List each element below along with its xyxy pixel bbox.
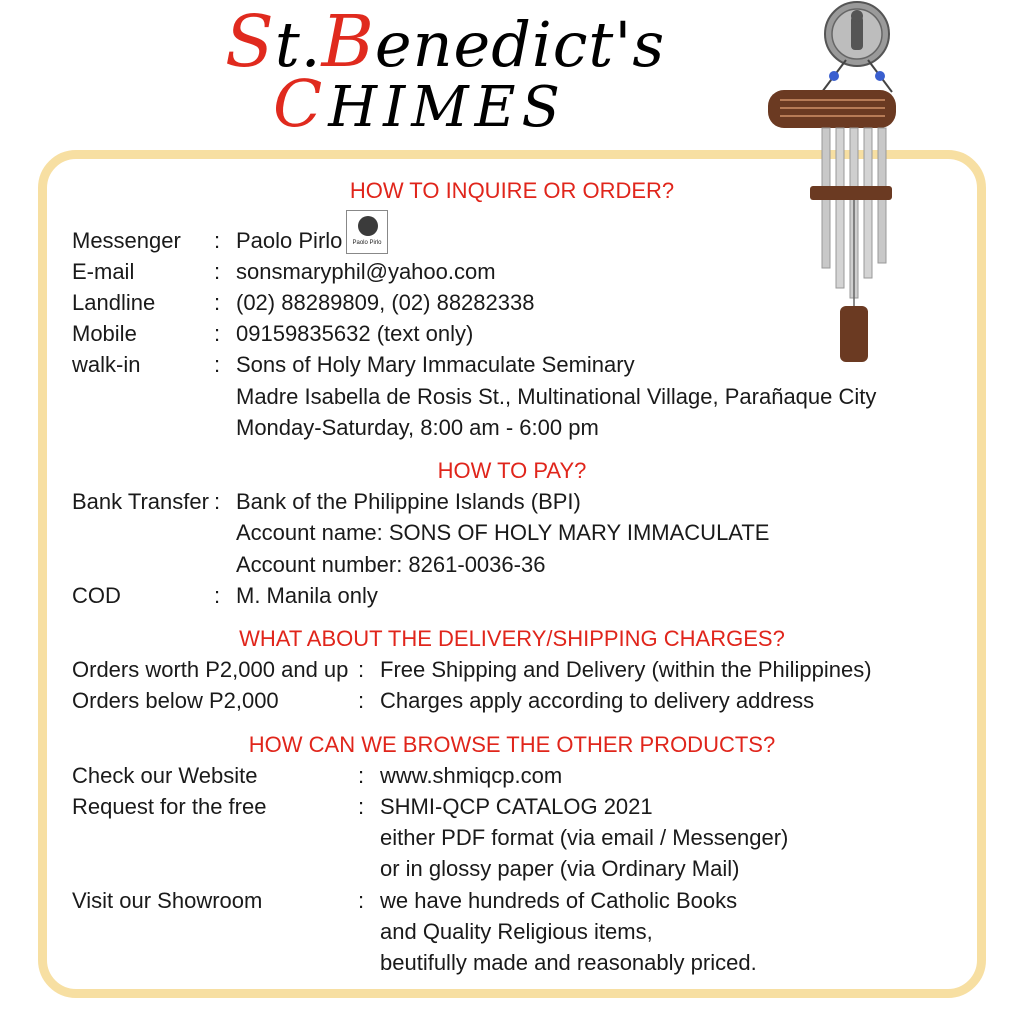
row-value: we have hundreds of Catholic Books [380, 888, 738, 913]
row-value: beutifully made and reasonably priced. [380, 950, 757, 975]
row-value: Account name: SONS OF HOLY MARY IMMACULATE [236, 520, 770, 545]
title-line-1: St.Benedict's [225, 0, 666, 83]
website-link[interactable]: www.shmiqcp.com [380, 763, 563, 788]
row-colon: : [214, 583, 221, 608]
section-heading-browse: HOW CAN WE BROWSE THE OTHER PRODUCTS? [248, 732, 776, 757]
section-heading-delivery: WHAT ABOUT THE DELIVERY/SHIPPING CHARGES? [239, 626, 785, 651]
row-label: Mobile [72, 321, 137, 346]
row-colon: : [214, 290, 221, 315]
row-value: Charges apply according to delivery address [380, 688, 815, 713]
row-label: Check our Website [72, 763, 258, 788]
badge-caption: Paolo Pirlo [352, 240, 382, 246]
row-value: Account number: 8261-0036-36 [236, 552, 546, 577]
row-colon: : [358, 794, 365, 819]
title-line-2: CHIMES [273, 67, 566, 143]
row-value: Bank of the Philippine Islands (BPI) [236, 489, 581, 514]
row-label: E-mail [72, 259, 135, 284]
messenger-profile-badge[interactable] [346, 210, 388, 254]
row-value: Sons of Holy Mary Immaculate Seminary [236, 352, 635, 377]
row-colon: : [358, 688, 365, 713]
email-value[interactable]: sonsmaryphil@yahoo.com [236, 259, 496, 284]
section-heading-inquire: HOW TO INQUIRE OR ORDER? [349, 178, 675, 203]
row-label: Request for the free [72, 794, 267, 819]
row-colon: : [214, 489, 221, 514]
row-value: (02) 88289809, (02) 88282338 [236, 290, 535, 315]
row-value: 09159835632 (text only) [236, 321, 474, 346]
row-label: Bank Transfer [72, 489, 209, 514]
row-label: Orders worth P2,000 and up [72, 657, 349, 682]
row-colon: : [214, 259, 221, 284]
row-label: walk-in [72, 352, 141, 377]
row-colon: : [358, 888, 365, 913]
row-label: COD [72, 583, 121, 608]
row-label: Orders below P2,000 [72, 688, 279, 713]
row-colon: : [214, 228, 221, 253]
row-value: Monday-Saturday, 8:00 am - 6:00 pm [236, 415, 599, 440]
row-value: Free Shipping and Delivery (within the Philippines) [380, 657, 872, 682]
row-value: Paolo Pirlo [236, 228, 343, 253]
row-colon: : [358, 763, 365, 788]
row-label: Messenger [72, 228, 181, 253]
row-colon: : [358, 657, 365, 682]
section-heading-pay: HOW TO PAY? [437, 458, 587, 483]
row-colon: : [214, 352, 221, 377]
page-title [225, 0, 666, 143]
row-label: Landline [72, 290, 156, 315]
row-value: SHMI-QCP CATALOG 2021 [380, 794, 653, 819]
row-label: Visit our Showroom [72, 888, 263, 913]
row-value: Madre Isabella de Rosis St., Multinational Village, Parañaque City [236, 384, 877, 409]
row-value: M. Manila only [236, 583, 378, 608]
row-value: either PDF format (via email / Messenger) [380, 825, 789, 850]
row-value: or in glossy paper (via Ordinary Mail) [380, 856, 740, 881]
avatar [358, 216, 378, 236]
row-value: and Quality Religious items, [380, 919, 653, 944]
row-colon: : [214, 321, 221, 346]
